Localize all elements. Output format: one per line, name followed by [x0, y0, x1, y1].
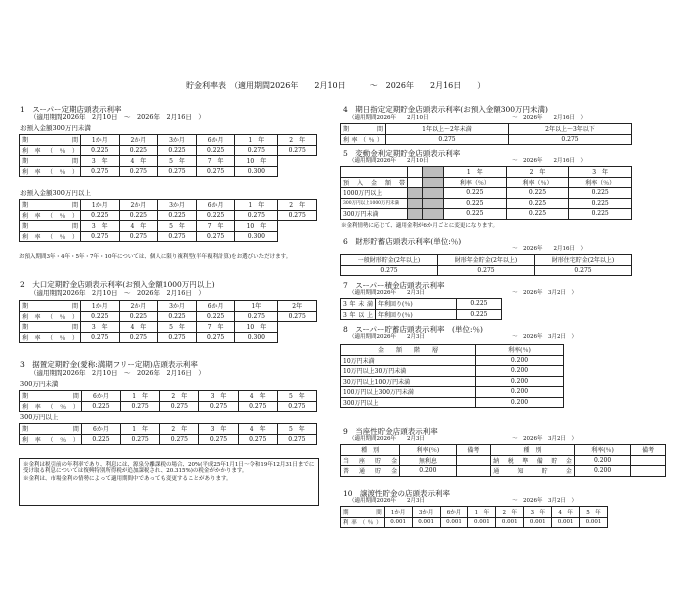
s1-period: （適用期間2026年 2月10日 ～ 2026年 2月16日 ） — [30, 113, 205, 121]
s5-table — [340, 166, 632, 220]
s1-note: お預入期間3年・4年・5年・7年・10年については、個人に限り複利型(半年複利計算)をお選びいただけます。 — [19, 254, 292, 260]
s5-period-end: ～ 2026年 2月16日 ） — [512, 158, 586, 164]
s7-period-end: ～ 2026年 3月2日 ） — [512, 290, 577, 296]
s1-heading: 1 スーパー定期店頭表示利率 — [20, 105, 122, 114]
footnote-box — [19, 458, 319, 506]
s8-table — [340, 344, 564, 408]
table-row: 30万円以上100万円未満 0.200 — [341, 376, 564, 387]
footnote-tax: ※金利は税引前の年利率であり、利息には、源泉分離課税の場合、20%(平成25年1月1日～令和19年12月31日までに受け取る利息については復興特別所得税が追加課税され、20.315%)の税金がかかります。 — [23, 462, 315, 475]
s6-table — [340, 254, 632, 276]
table-row: 期 間 1か月 2か月 3か月 6か月 1 年 2 年 — [20, 135, 317, 146]
table-row: 100万円以上300万円未満 0.200 — [341, 387, 564, 398]
table-row: 期 間 1か月 2か月 3か月 6か月 1年 2年 — [20, 301, 317, 312]
table-row: 預 入 金 額 帯 利率（％） 利率（％） 利率（％） — [341, 177, 632, 188]
table-row: 3年以上 年利回り(％) 0.225 — [341, 309, 502, 320]
table-row: 普通貯金 0.200 通知貯金 0.200 — [341, 466, 666, 477]
s3a-label: 300万円未満 — [20, 380, 59, 388]
table-row: 3年未満 年利回り(％) 0.225 — [341, 299, 502, 310]
s4-heading: 4 期日指定定期貯金店頭表示利率(お預入金額300万円未満) — [343, 105, 548, 114]
s5-period-start: （適用期間2026年 2月10日 — [349, 158, 429, 164]
s7-table — [340, 298, 502, 320]
table-row: 1 年 2 年 3 年 — [341, 167, 632, 178]
table-row: 期 間 3 年 4 年 5 年 7 年 10 年 — [20, 156, 317, 167]
table-row: 期 間 1年以上～2年未満 2年以上～3年以下 — [341, 124, 632, 135]
table-row: 期 間 1か月 3か月 6か月 1 年 2 年 3 年 4 年 5 年 — [341, 507, 608, 518]
s3b-label: 300万円以上 — [20, 413, 59, 421]
table-row: 期 間 1か月 2か月 3か月 6か月 1 年 2 年 — [20, 200, 317, 211]
s9-period-end: ～ 2026年 3月2日 ） — [512, 436, 577, 442]
table-row: 300万円以上1000万円未満 0.225 0.225 0.225 — [341, 198, 632, 209]
s3-heading: 3 据置定期貯金(愛称:満期フリー定期)店頭表示利率 — [20, 360, 198, 369]
table-row: 1000万円以上 0.225 0.225 0.225 — [341, 188, 632, 199]
table-row: 利率（％） 0.275 0.275 0.275 0.275 0.300 — [20, 231, 317, 242]
table-row: 種 別 利率(％) 備考 種 別 利率(％) 備考 — [341, 445, 666, 456]
s3a-table — [19, 390, 317, 412]
table-row: 期 間 3 年 4 年 5 年 7 年 10 年 — [20, 221, 317, 232]
table-row: 利率（％） 0.225 0.225 0.225 0.225 0.275 0.275 — [20, 145, 317, 156]
table-row: 金 額 階 層 利率(％) — [341, 345, 564, 356]
page-title: 貯金利率表 （適用期間2026年 2月10日 ～ 2026年 2月16日 ） — [186, 81, 486, 90]
s9-period-start: （適用期間2026年 2月3日 — [349, 436, 425, 442]
s6-heading: 6 財形貯蓄店頭表示利率(単位:％) — [343, 237, 462, 246]
s8-period-end: ～ 2026年 3月2日 ） — [512, 334, 577, 340]
table-row: 10万円以上30万円未満 0.200 — [341, 366, 564, 377]
s1a-label: お預入金額300万円未満 — [20, 124, 91, 132]
s8-heading: 8 スーパー貯蓄店頭表示利率 (単位:％) — [343, 325, 483, 334]
s2-table — [19, 300, 317, 343]
s1b-table — [19, 199, 317, 242]
s1b-label: お預入金額300万円以上 — [20, 189, 91, 197]
table-row: 利率（％） 0.225 0.225 0.225 0.225 0.275 0.275 — [20, 311, 317, 322]
s6-period-end: ～ 2026年 2月16日 ） — [512, 246, 586, 252]
table-row: 利率（％） 0.275 0.275 0.275 0.275 0.300 — [20, 332, 317, 343]
s8-period-start: （適用期間2026年 2月3日 — [349, 334, 425, 340]
table-row: 利率（％） 0.225 0.275 0.275 0.275 0.275 0.275 — [20, 401, 317, 412]
s5-heading: 5 変動金利定期貯金店頭表示利率 — [343, 149, 461, 158]
s10-period-start: （適用期間2026年 2月3日 — [349, 498, 425, 504]
s10-table — [340, 506, 608, 528]
table-row: 利率（％） 0.225 0.225 0.225 0.225 0.275 0.275 — [20, 210, 317, 221]
table-row: 当座貯金 無利息 納税準備貯金 0.200 — [341, 455, 666, 466]
s4-period-start: （適用期間2026年 2月10日 — [349, 115, 429, 121]
s4-period-end: ～ 2026年 2月16日 ） — [512, 115, 586, 121]
table-row: 0.275 0.275 0.275 — [341, 265, 632, 276]
s7-period-start: （適用期間2026年 2月3日 — [349, 290, 425, 296]
s3-period: （適用期間2026年 2月10日 ～ 2026年 2月16日 ） — [30, 369, 205, 377]
table-row: 期 間 6か月 1 年 2 年 3 年 4 年 5 年 — [20, 424, 317, 435]
table-row: 300万円以上 0.200 — [341, 397, 564, 408]
table-row: 一般財形貯金(2年以上) 財形年金貯金(2年以上) 財形住宅貯金(2年以上) — [341, 255, 632, 266]
table-row: 利率（％） 0.275 0.275 — [341, 134, 632, 145]
table-row: 期 間 3 年 4 年 5 年 7 年 10 年 — [20, 322, 317, 333]
s2-heading: 2 大口定期貯金店頭表示利率(お預入金額1000万円以上) — [20, 280, 215, 289]
table-row: 300万円未満 0.225 0.225 0.225 — [341, 209, 632, 220]
s3b-table — [19, 423, 317, 445]
s7-heading: 7 スーパー積金店頭表示利率 — [343, 281, 445, 290]
s10-heading: 10 譲渡性貯金の店頭表示利率 — [343, 489, 451, 498]
footnote-change: ※金利は、市場金利の情勢によって適用期間中であっても変更することがあります。 — [23, 476, 232, 483]
table-row: 利率（％） 0.225 0.275 0.275 0.275 0.275 0.275 — [20, 434, 317, 445]
table-row: 10万円未満 0.200 — [341, 355, 564, 366]
s2-period: （適用期間2026年 2月10日 ～ 2026年 2月16日 ） — [30, 289, 205, 297]
s9-heading: 9 当座性貯金店頭表示利率 — [343, 427, 438, 436]
s4-table — [340, 123, 632, 145]
s9-table — [340, 444, 666, 477]
s5-note: ※金利情勢に応じて、適用金利が6か月ごとに変更になります。 — [341, 223, 498, 229]
table-row: 利率（％） 0.275 0.275 0.275 0.275 0.300 — [20, 166, 317, 177]
table-row: 利率（％） 0.001 0.001 0.001 0.001 0.001 0.001 0.001 0.001 — [341, 517, 608, 528]
s10-period-end: ～ 2026年 3月2日 ） — [512, 498, 577, 504]
table-row: 期 間 6か月 1 年 2 年 3 年 4 年 5 年 — [20, 391, 317, 402]
s1a-table — [19, 134, 317, 177]
